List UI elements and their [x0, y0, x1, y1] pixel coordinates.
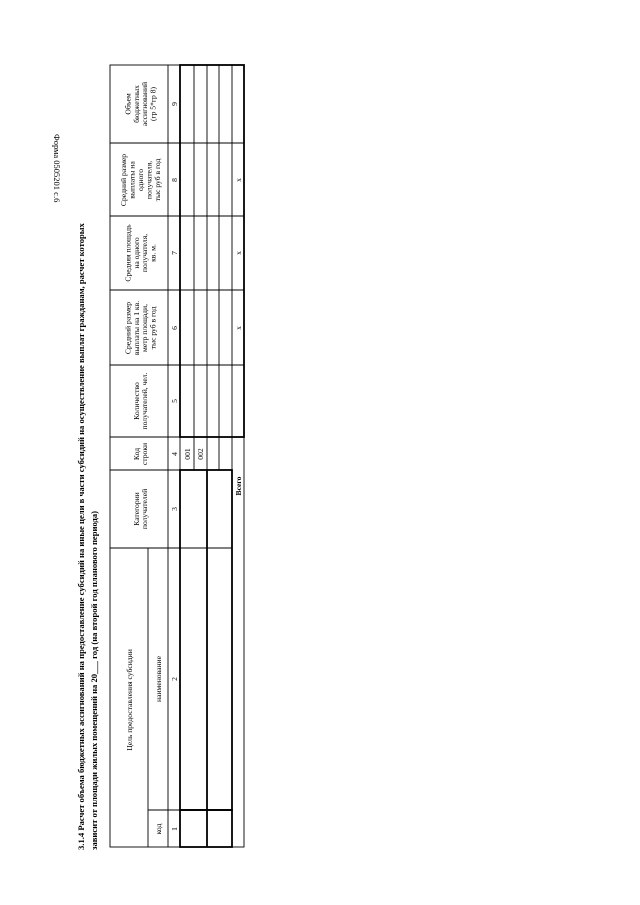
column-header-8-line-4: получателя, [144, 160, 154, 200]
row-code-002: 002 [196, 448, 205, 460]
section-title-line-2: зависит от площади жилых помещений на 20___ год (на второй год планового периода) [89, 510, 99, 850]
column-number-7: 7 [170, 251, 179, 255]
column-number-1: 1 [170, 827, 179, 831]
column-header-6-line-2: выплаты на 1 кв. [131, 300, 141, 356]
group-header-goal: Цель предоставления субсидии [125, 649, 134, 751]
column-number-4: 4 [170, 452, 179, 456]
column-header-8-line-2: выплаты на [127, 161, 137, 199]
column-header-5-line-2: получателей, чел. [140, 372, 150, 430]
data-area-bold-frame [180, 65, 244, 437]
name-area-bold-frame [180, 470, 232, 810]
column-header-9-line-1: Объем [123, 93, 133, 115]
column-header-8-line-5: тыс руб в год [152, 158, 162, 202]
column-header-9-line-2: бюджетных [131, 85, 141, 123]
column-header-7-line-4: кв. м. [148, 244, 158, 262]
column-header-9-line-4: (гр 5*гр 8) [148, 86, 158, 122]
column-number-3: 3 [170, 507, 179, 511]
column-header-9-line-3: ассигнований [140, 81, 150, 127]
form-number: Форма 0505201 с.6 [52, 134, 62, 203]
row-code-001: 001 [183, 448, 192, 460]
column-header-7-line-2: на одного [131, 237, 141, 269]
column-header-3-line-2: получателей [140, 488, 150, 530]
column-number-9: 9 [170, 102, 179, 106]
total-cross-col7: x [234, 251, 243, 255]
column-header-6-line-3: метр площади, [140, 304, 150, 352]
column-number-5: 5 [170, 399, 179, 403]
column-number-2: 2 [170, 677, 179, 681]
column-header-8-line-3: одного [136, 168, 145, 192]
column-header-6-line-4: тыс руб в год [148, 306, 158, 350]
column-header-3-line-1: Категории [131, 492, 141, 526]
code-area-bold-frame [180, 810, 232, 847]
total-cross-col8: x [234, 178, 243, 182]
column-numbers-row [170, 102, 179, 831]
column-header-7-line-1: Средняя площадь [123, 224, 133, 282]
total-label: Всего [234, 476, 243, 496]
column-header-4-line-1: Код [131, 447, 141, 461]
column-header-8-line-1: Средний размер [119, 153, 129, 207]
column-header-2-line-1: наименование [154, 656, 163, 702]
section-title-line-1: 3.1.4 Расчет объема бюджетных ассигнований на предоставление субсидий на иные цели в части субсидий на осуществление выплат гражданам, расчет которых [76, 223, 86, 850]
column-number-8: 8 [170, 178, 179, 182]
column-number-6: 6 [170, 326, 179, 330]
column-header-6-line-1: Средний размер [123, 301, 133, 355]
column-header-7-line-3: получателя, [140, 233, 150, 273]
column-header-1-line-1: код [154, 823, 163, 835]
column-header-5-line-1: Количество [131, 382, 141, 420]
column-header-4-line-2: строки [140, 442, 150, 466]
total-cross-col6: x [234, 326, 243, 330]
